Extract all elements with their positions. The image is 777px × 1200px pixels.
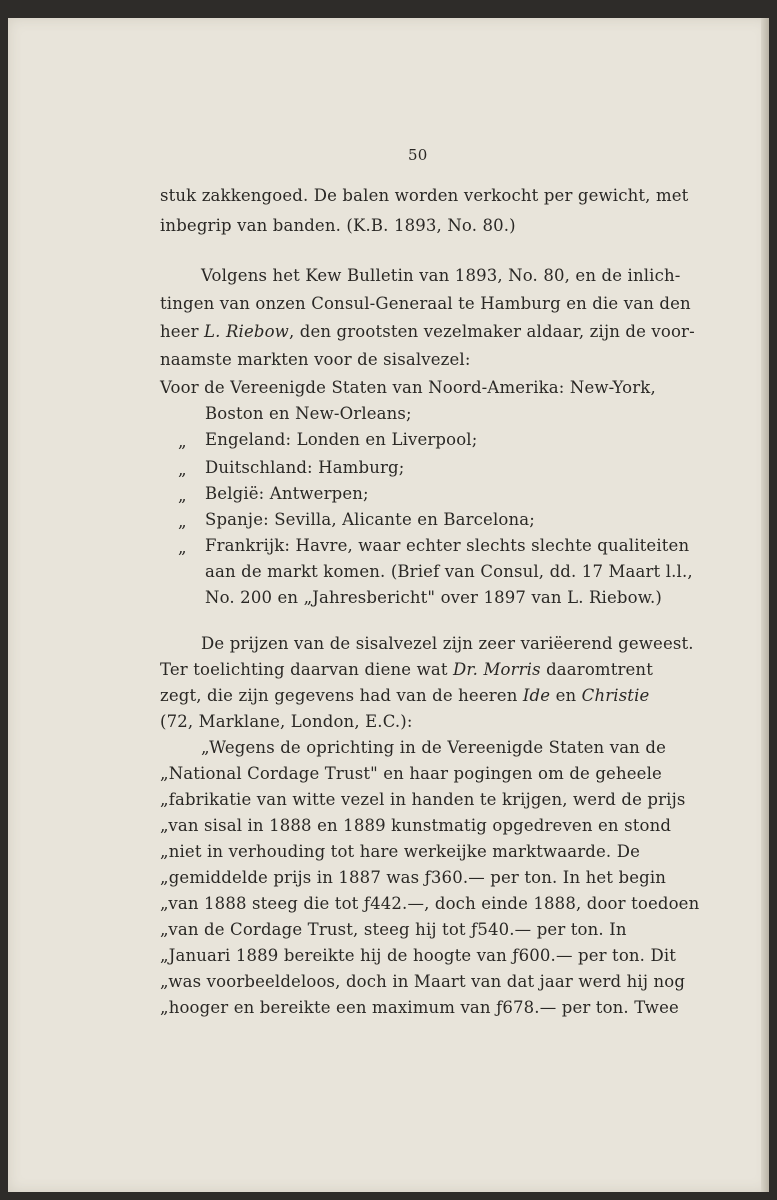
text-line: „hooger en bereikte een maximum van ƒ678.— per ton. Twee xyxy=(160,998,679,1017)
text-line: Duitschland: Hamburg; xyxy=(205,458,405,477)
text-line: „Januari 1889 bereikte hij de hoogte van ƒ600.— per ton. Dit xyxy=(160,946,677,965)
text-line: „fabrikatie van witte vezel in handen te krijgen, werd de prijs xyxy=(160,790,686,809)
name-christie: Christie xyxy=(581,686,650,705)
text-line: (72, Marklane, London, E.C.): xyxy=(160,712,413,731)
text-line: De prijzen van de sisalvezel zijn zeer variëerend geweest. xyxy=(201,634,694,653)
text-line: „National Cordage Trust" en haar pogingen om de geheele xyxy=(160,764,662,783)
text-line: Voor de Vereenigde Staten van Noord-Amerika: New-York, xyxy=(160,378,656,397)
name-riebow: L. Riebow xyxy=(204,322,289,341)
ditto-mark: „ xyxy=(178,512,187,531)
text-line: „van sisal in 1888 en 1889 kunstmatig opgedreven en stond xyxy=(160,816,672,835)
text-line: Engeland: Londen en Liverpool; xyxy=(205,430,478,449)
text-line: tingen van onzen Consul-Generaal te Hamburg en die van den xyxy=(160,294,691,313)
text-line: „was voorbeeldeloos, doch in Maart van dat jaar werd hij nog xyxy=(160,972,686,991)
text-line: „gemiddelde prijs in 1887 was ƒ360.— per ton. In het begin xyxy=(160,868,667,887)
text-line: Boston en New-Orleans; xyxy=(205,404,412,423)
name-ide: Ide xyxy=(522,686,551,705)
text-span: en xyxy=(550,686,582,705)
text-line: Volgens het Kew Bulletin van 1893, No. 80, en de inlich- xyxy=(201,266,681,285)
text-span: Ter toelichting daarvan diene wat xyxy=(160,660,454,679)
ditto-mark: „ xyxy=(178,432,187,451)
text-line xyxy=(160,660,653,679)
text-line: „niet in verhouding tot hare werkeijke marktwaarde. De xyxy=(160,842,641,861)
ditto-mark: „ xyxy=(178,486,187,505)
text-line: inbegrip van banden. (K.B. 1893, No. 80.) xyxy=(160,216,516,235)
text-line: Spanje: Sevilla, Alicante en Barcelona; xyxy=(205,510,535,529)
text-line: België: Antwerpen; xyxy=(205,484,369,503)
text-span: heer xyxy=(160,322,205,341)
text-line: stuk zakkengoed. De balen worden verkocht per gewicht, met xyxy=(160,186,689,205)
text-line: naamste markten voor de sisalvezel: xyxy=(160,350,471,369)
page-number: 50 xyxy=(408,146,428,164)
text-line: aan de markt komen. (Brief van Consul, dd. 17 Maart l.l., xyxy=(205,562,693,581)
name-dr-morris: Dr. Morris xyxy=(453,660,541,679)
text-line: No. 200 en „Jahresbericht" over 1897 van L. Riebow.) xyxy=(205,588,662,607)
text-span: zegt, die zijn gegevens had van de heeren xyxy=(160,686,523,705)
text-line: „Wegens de oprichting in de Vereenigde Staten van de xyxy=(201,738,666,757)
text-span: , den grootsten vezelmaker aldaar, zijn de voor- xyxy=(288,322,695,341)
text-line: „van de Cordage Trust, steeg hij tot ƒ540.— per ton. In xyxy=(160,920,627,939)
ditto-mark: „ xyxy=(178,538,187,557)
text-line xyxy=(160,686,649,705)
ditto-mark: „ xyxy=(178,460,187,479)
text-span: daaromtrent xyxy=(540,660,653,679)
text-line xyxy=(160,322,695,341)
text-line: Frankrijk: Havre, waar echter slechts slechte qualiteiten xyxy=(205,536,690,555)
text-line: „van 1888 steeg die tot ƒ442.—, doch einde 1888, door toedoen xyxy=(160,894,700,913)
